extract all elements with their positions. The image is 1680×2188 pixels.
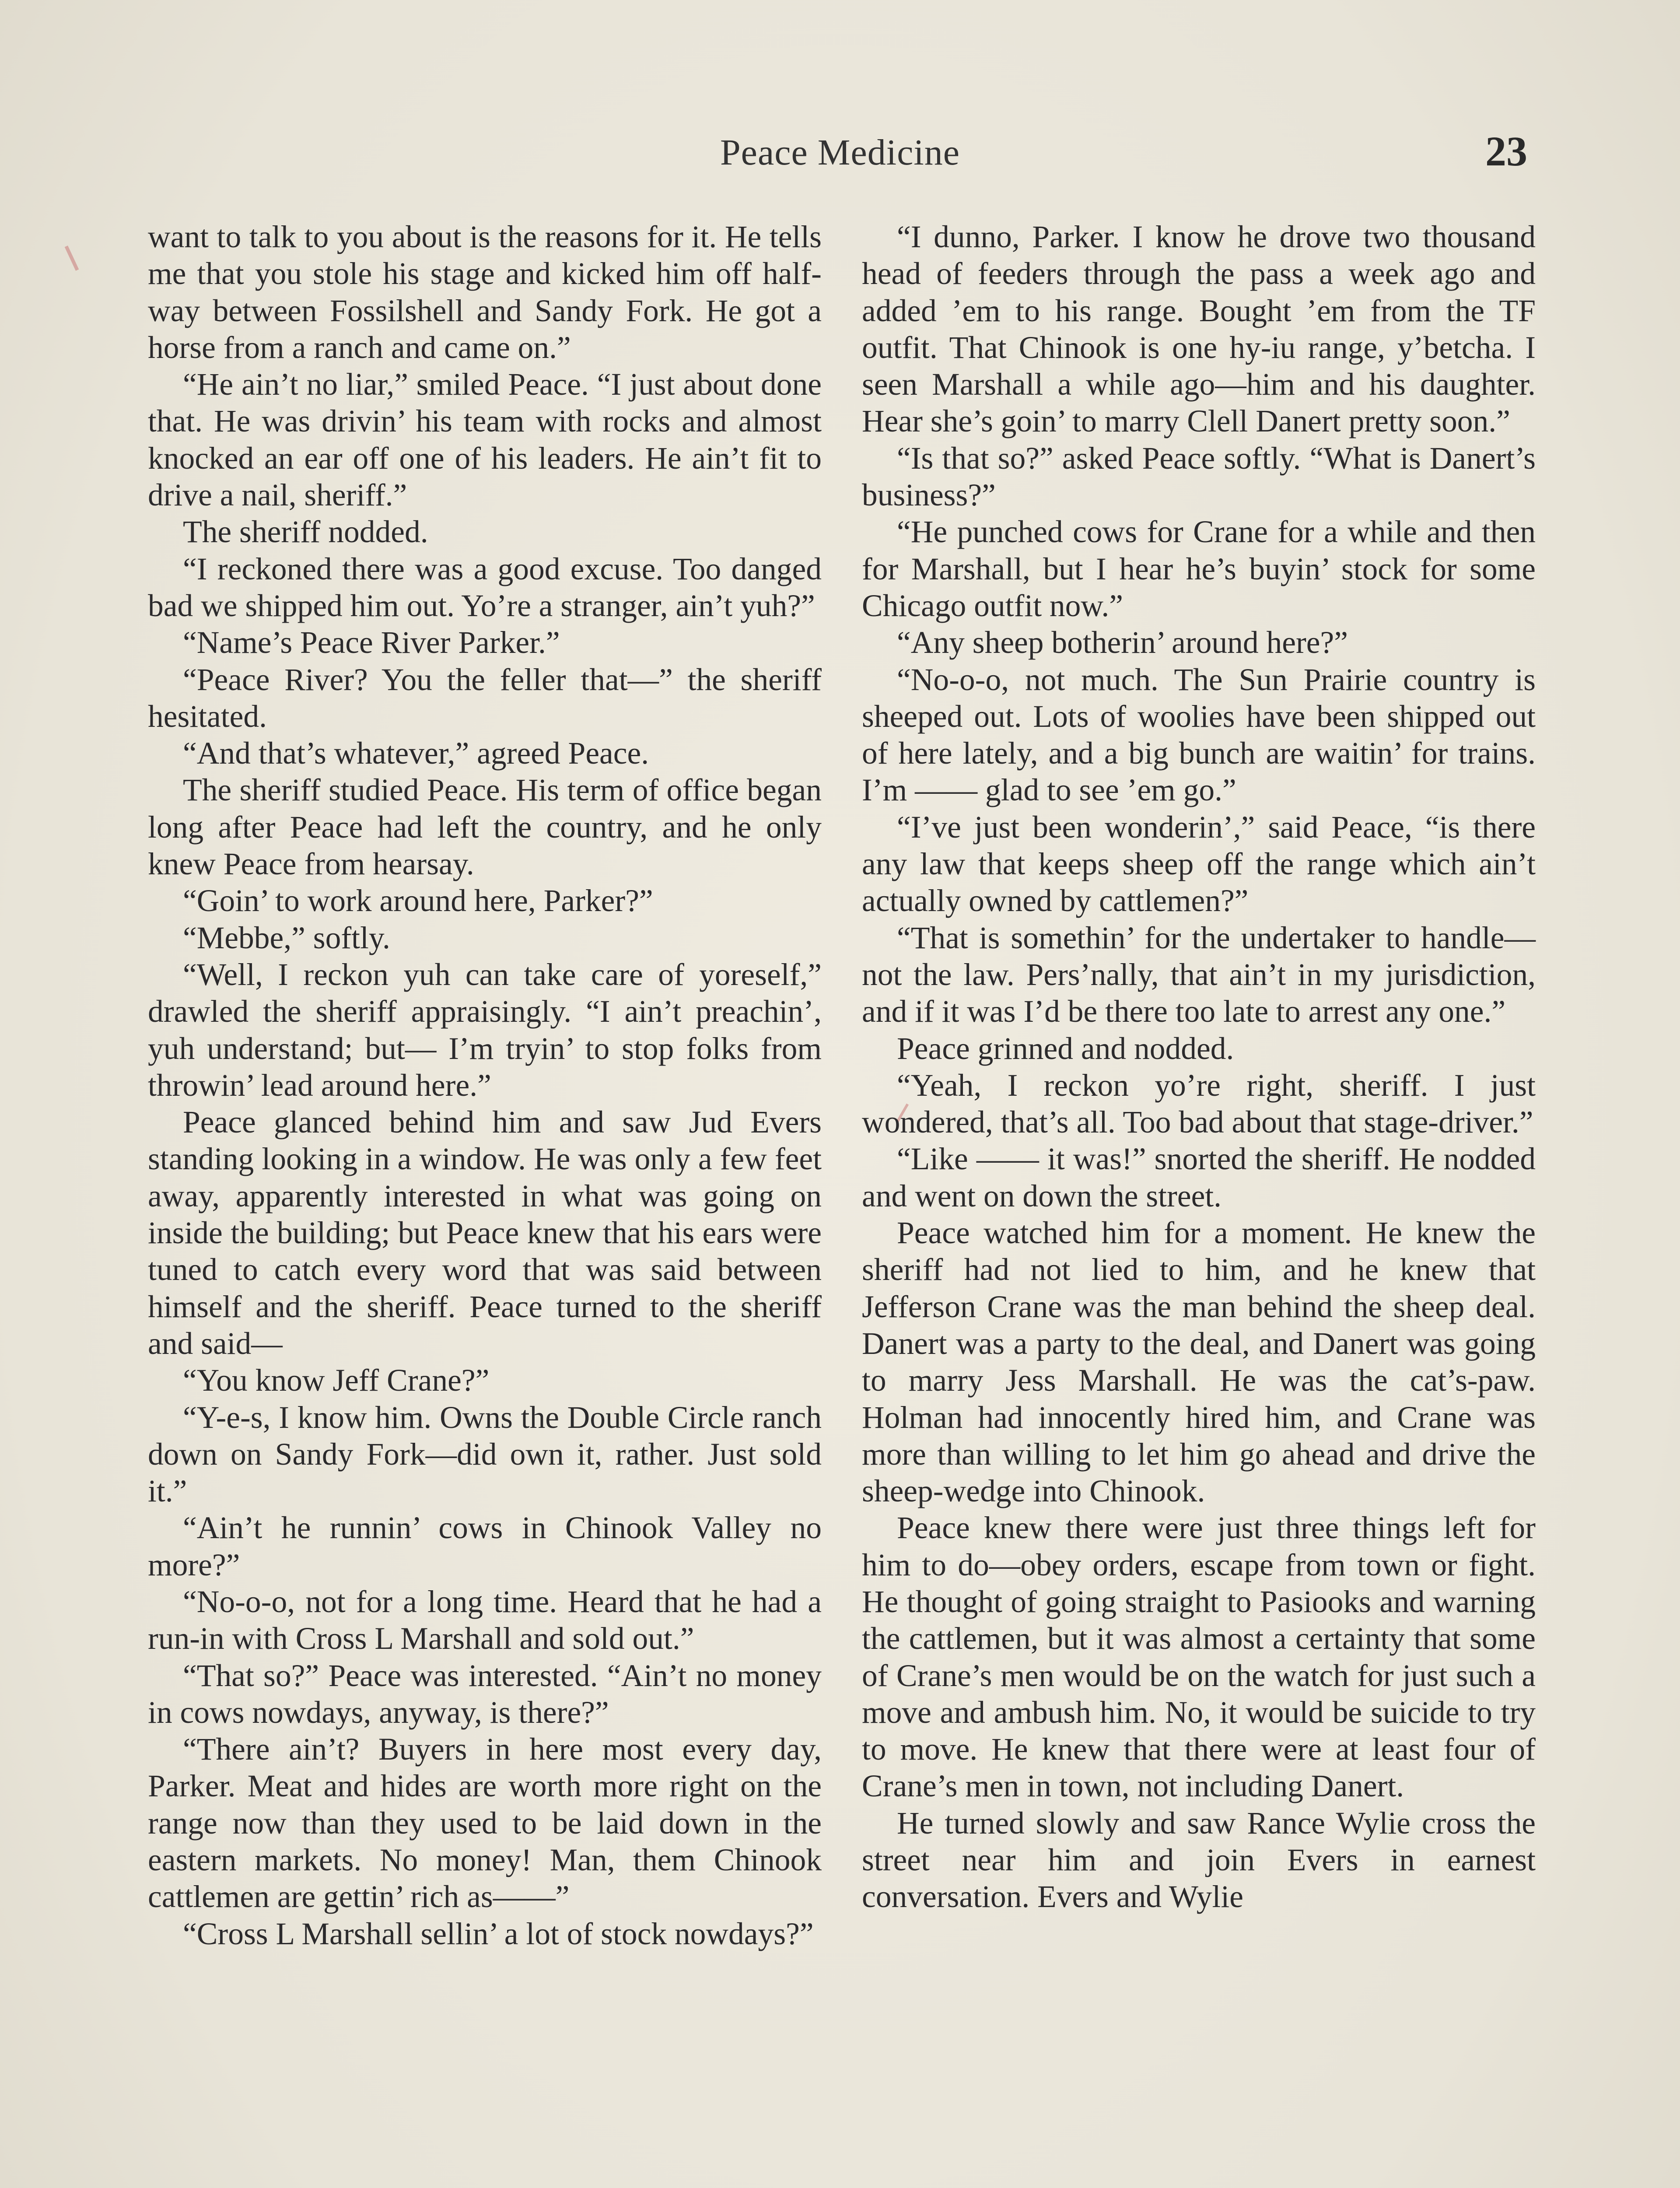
paragraph: “I dunno, Parker. I know he drove two thousand head of feeders through the pass a week ago and added ’em to his range. Bought ’em from the TF outfit. That Chinook is one hy-iu range, y’betcha. I seen Marshall a while ago—him and his daughter. Hear she’s goin’ to marry Clell Danert pretty soon.” bbox=[862, 220, 1536, 439]
paragraph: “Goin’ to work around here, Parker?” bbox=[183, 884, 653, 919]
text-column-right bbox=[862, 219, 1536, 1916]
running-head bbox=[0, 127, 1680, 188]
paragraph: “You know Jeff Crane?” bbox=[183, 1363, 490, 1398]
paragraph: “Well, I reckon yuh can take care of yoreself,” drawled the sheriff appraisingly. “I ain’t preachin’, yuh understand; but— I’m tryin’ to stop folks from throwin’ lead around here.” bbox=[148, 957, 822, 1103]
paragraph: “No-o-o, not much. The Sun Prairie country is sheeped out. Lots of woolies have been shipped out of here lately, and a big bunch are waitin’ for trains. I’m —— glad to see ’em go.” bbox=[862, 662, 1536, 808]
paragraph: “Name’s Peace River Parker.” bbox=[183, 625, 560, 660]
paragraph: Peace watched him for a moment. He knew the sheriff had not lied to him, and he knew that Jefferson Crane was the man behind the sheep deal. Danert was a party to the deal, and Danert was going to marry Jess Marshall. He was the cat’s-paw. Holman had innocently hired him, and Crane was more than willing to let him go ahead and drive the sheep-wedge into Chinook. bbox=[862, 1216, 1536, 1509]
paragraph: “I’ve just been wonderin’,” said Peace, “is there any law that keeps sheep off the range which ain’t actually owned by cattlemen?” bbox=[862, 810, 1536, 919]
paragraph: Peace grinned and nodded. bbox=[897, 1031, 1234, 1066]
paragraph: Peace knew there were just three things left for him to do—obey orders, escape from town or fight. He thought of going straight to Pasiooks and warning the cattlemen, but it was almost a certainty that some of Crane’s men would be on the watch for just such a move and ambush him. No, it would be suicide to try to move. He knew that there were at least four of Crane’s men in town, not including Danert. bbox=[862, 1511, 1536, 1804]
paragraph: “Any sheep botherin’ around here?” bbox=[897, 625, 1348, 660]
paragraph: “Like —— it was!” snorted the sheriff. He nodded and went on down the street. bbox=[862, 1142, 1536, 1213]
paragraph: “He ain’t no liar,” smiled Peace. “I just about done that. He was drivin’ his team with rocks and almost knocked an ear off one of his leaders. He ain’t fit to drive a nail, sheriff.” bbox=[148, 367, 822, 513]
paragraph: want to talk to you about is the reasons for it. He tells me that you stole his stage and kicked him off half-way between Fossilshell and Sandy Fork. He got a horse from a ranch and came on.” bbox=[148, 220, 822, 365]
paragraph: “That so?” Peace was interested. “Ain’t no money in cows nowdays, anyway, is there?” bbox=[148, 1658, 822, 1730]
paragraph: The sheriff nodded. bbox=[183, 515, 428, 550]
paragraph: Peace glanced behind him and saw Jud Evers standing looking in a window. He was only a few feet away, apparently interested in what was going on inside the building; but Peace knew that his ears were tuned to catch every word that was said between himself and the sheriff. Peace turned to the sheriff and said— bbox=[148, 1105, 822, 1361]
paragraph: “Y-e-s, I know him. Owns the Double Circle ranch down on Sandy Fork—did own it, rather. Just sold it.” bbox=[148, 1400, 822, 1509]
text-column-left bbox=[148, 219, 822, 1953]
running-title: Peace Medicine bbox=[720, 132, 960, 173]
paragraph: “There ain’t? Buyers in here most every day, Parker. Meat and hides are worth more right on the range now than they used to be laid down in the eastern markets. No money! Man, them Chinook cattlemen are gettin’ rich as——” bbox=[148, 1732, 822, 1914]
paragraph: “Mebbe,” softly. bbox=[183, 920, 390, 955]
paragraph: “And that’s whatever,” agreed Peace. bbox=[183, 736, 649, 771]
paragraph: “That is somethin’ for the undertaker to handle—not the law. Pers’nally, that ain’t in my jurisdiction, and if it was I’d be there too late to arrest any one.” bbox=[862, 920, 1536, 1029]
paragraph: “He punched cows for Crane for a while and then for Marshall, but I hear he’s buyin’ stock for some Chicago outfit now.” bbox=[862, 515, 1536, 623]
paragraph: “Cross L Marshall sellin’ a lot of stock nowdays?” bbox=[183, 1916, 814, 1951]
paragraph: “Is that so?” asked Peace softly. “What is Danert’s business?” bbox=[862, 441, 1536, 513]
paragraph: “Yeah, I reckon yo’re right, sheriff. I just wondered, that’s all. Too bad about that stage-driver.” bbox=[862, 1068, 1536, 1140]
paragraph: “I reckoned there was a good excuse. Too danged bad we shipped him out. Yo’re a stranger, ain’t yuh?” bbox=[148, 551, 822, 623]
paragraph: “Peace River? You the feller that—” the sheriff hesitated. bbox=[148, 662, 822, 734]
paragraph: “Ain’t he runnin’ cows in Chinook Valley no more?” bbox=[148, 1511, 822, 1582]
page-number: 23 bbox=[1485, 128, 1527, 175]
ink-mark bbox=[65, 245, 79, 271]
paragraph: “No-o-o, not for a long time. Heard that he had a run-in with Cross L Marshall and sold out.” bbox=[148, 1584, 822, 1656]
paragraph: The sheriff studied Peace. His term of office began long after Peace had left the country, and he only knew Peace from hearsay. bbox=[148, 773, 822, 882]
paragraph: He turned slowly and saw Rance Wylie cross the street near him and join Evers in earnest conversation. Evers and Wylie bbox=[862, 1806, 1536, 1914]
